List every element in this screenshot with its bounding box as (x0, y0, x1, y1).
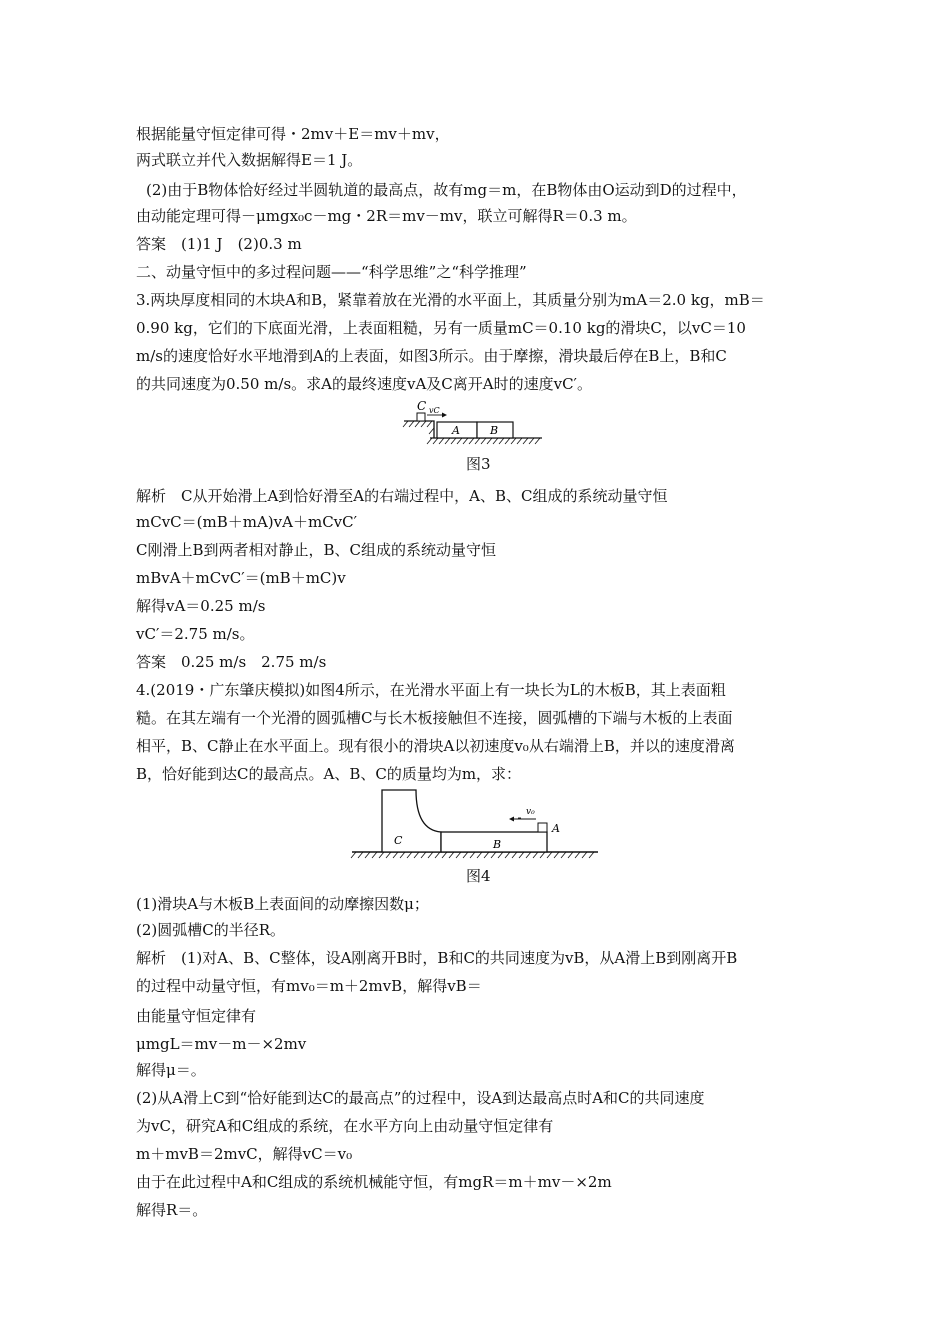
answer-line: 答案 (1)1 J (2)0.3 m (136, 235, 302, 253)
problem-3-text: 3.两块厚度相同的木块A和B，紧靠着放在光滑的水平面上，其质量分别为mA＝2.0 kg，mB＝ (136, 291, 765, 309)
fig3-label-c: C (417, 399, 427, 413)
equation: μmgL＝mv－m－×2mv (136, 1035, 307, 1053)
solution-4-text: (2)从A滑上C到“恰好能到达C的最高点”的过程中，设A到达最高点时A和C的共同速度 (136, 1089, 705, 1107)
equation: mBvA＋mCvC′＝(mB＋mC)v (136, 569, 346, 587)
answer-line: 答案 0.25 m/s 2.75 m/s (136, 653, 327, 671)
text-line: 两式联立并代入数据解得E＝1 J。 (136, 151, 363, 169)
solution-3-text: vC′＝2.75 m/s。 (136, 625, 255, 643)
problem-4-text: 糙。在其左端有一个光滑的圆弧槽C与长木板接触但不连接，圆弧槽的下端与木板的上表面 (136, 709, 733, 727)
fig4-label-c: C (394, 834, 403, 847)
fig4-label-v0: v₀ (526, 807, 535, 817)
solution-4-text: 由能量守恒定律有 (136, 1007, 257, 1025)
fig4-label-b: B (493, 838, 502, 851)
equation: mCvC＝(mB＋mA)vA＋mCvC′ (136, 513, 358, 531)
problem-4-text: 4.(2019・广东肇庆模拟)如图4所示，在光滑水平面上有一块长为L的木板B，其上表面粗 (136, 681, 726, 699)
figure-4-diagram (350, 786, 602, 862)
figure-4-caption: 图4 (466, 867, 491, 885)
solution-4-text: 解得R＝。 (136, 1201, 208, 1219)
solution-4-text: 解得μ＝。 (136, 1061, 206, 1079)
problem-3-text: 的共同速度为0.50 m/s。求A的最终速度vA及C离开A时的速度vC′。 (136, 375, 592, 393)
problem-4-text: 相平，B、C静止在水平面上。现有很小的滑块A以初速度v₀从右端滑上B，并以的速度滑离 (136, 737, 735, 755)
solution-3-text: 解析 C从开始滑上A到恰好滑至A的右端过程中，A、B、C组成的系统动量守恒 (136, 487, 668, 505)
sub-question: (2)圆弧槽C的半径R。 (136, 921, 286, 939)
solution-4-text: 的过程中动量守恒，有mv₀＝m＋2mvB，解得vB＝ (136, 977, 482, 995)
sub-question: (1)滑块A与木板B上表面间的动摩擦因数μ； (136, 895, 429, 913)
section-heading: 二、动量守恒中的多过程问题——“科学思维”之“科学推理” (136, 263, 527, 281)
text-line: (2)由于B物体恰好经过半圆轨道的最高点，故有mg＝m，在B物体由O运动到D的过程中， (146, 181, 747, 199)
solution-3-text: C刚滑上B到两者相对静止，B、C组成的系统动量守恒 (136, 541, 497, 559)
solution-4-text: 为vC，研究A和C组成的系统，在水平方向上由动量守恒定律有 (136, 1117, 554, 1135)
solution-4-text: 由于在此过程中A和C组成的系统机械能守恒，有mgR＝m＋mv－×2m (136, 1173, 612, 1191)
fig3-label-a: A (452, 424, 460, 437)
problem-3-text: m/s的速度恰好水平地滑到A的上表面，如图3所示。由于摩擦，滑块最后停在B上，B和C (136, 347, 727, 365)
problem-4-text: B，恰好能到达C的最高点。A、B、C的质量均为m，求： (136, 765, 522, 783)
equation: m＋mvB＝2mvC，解得vC＝v₀ (136, 1145, 353, 1163)
figure-3-diagram (400, 398, 550, 446)
fig4-label-a: A (552, 822, 560, 835)
figure-3-caption: 图3 (466, 455, 491, 473)
solution-3-text: 解得vA＝0.25 m/s (136, 597, 266, 615)
fig3-label-b: B (490, 424, 499, 437)
problem-3-text: 0.90 kg，它们的下底面光滑，上表面粗糙，另有一质量mC＝0.10 kg的滑块C，以vC＝10 (136, 319, 746, 337)
solution-4-text: 解析 (1)对A、B、C整体，设A刚离开B时，B和C的共同速度为vB，从A滑上B到刚离开B (136, 949, 738, 967)
text-line: 由动能定理可得－μmgx₀c－mg・2R＝mv－mv，联立可解得R＝0.3 m。 (136, 207, 637, 225)
fig3-label-vc: vC (429, 406, 440, 415)
text-line: 根据能量守恒定律可得・2mv＋E＝mv＋mv， (136, 125, 450, 143)
